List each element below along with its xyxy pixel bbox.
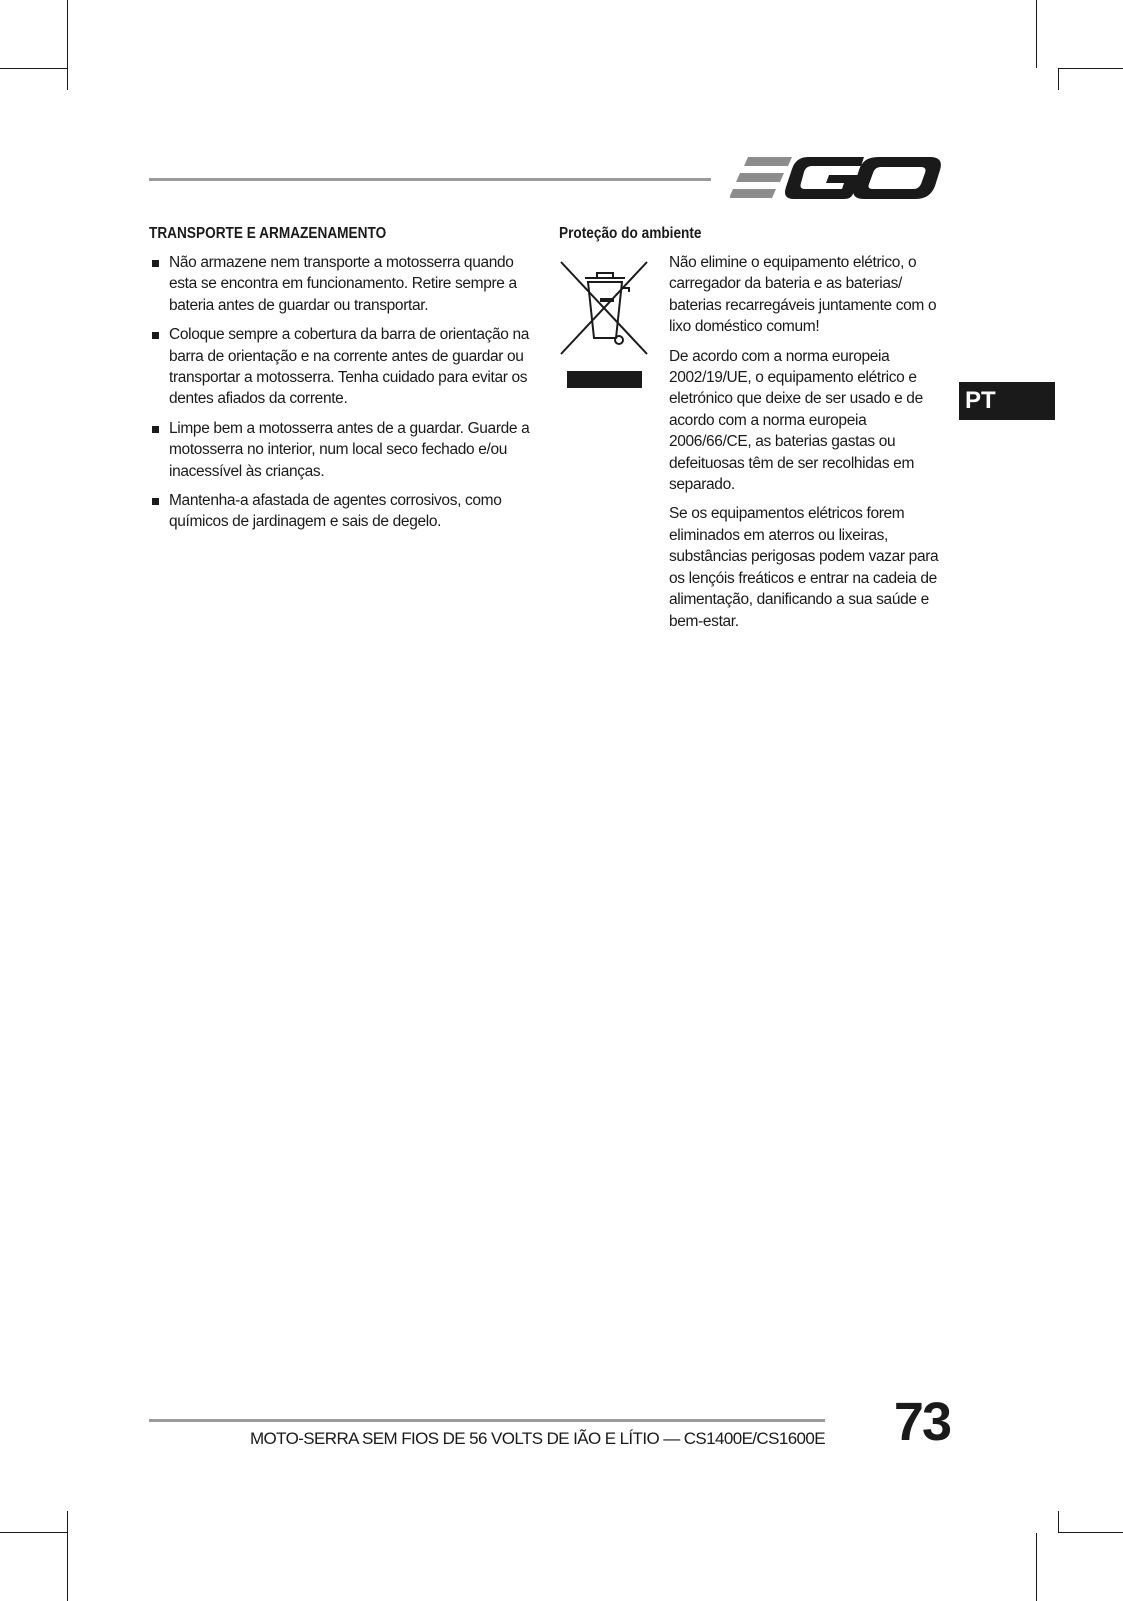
square-bullet-icon (152, 426, 159, 433)
language-tab: PT (959, 382, 1055, 420)
bullet-text: Não armazene nem transporte a motosserra quando esta se encontra em funcionamento. Retire sempre a bateria antes de guardar ou transportar. (169, 254, 517, 314)
transport-storage-section (149, 224, 539, 541)
bullet-text: Mantenha-a afastada de agentes corrosivos, como químicos de jardinagem e sais de degelo. (169, 492, 502, 531)
paragraph: Não elimine o equipamento elétrico, o carregador da bateria e as baterias/ baterias recarregáveis juntamente com o lixo doméstico comum! (669, 254, 937, 336)
header-rule (149, 178, 711, 181)
bullet-text: Coloque sempre a cobertura da barra de orientação na barra de orientação e na corrente antes de guardar ou transportar a motosserra. Tenha cuidado para evitar os dentes afiados da corrente. (169, 326, 530, 408)
square-bullet-icon (152, 260, 159, 267)
footer-rule (149, 1419, 825, 1422)
footer-title: MOTO-SERRA SEM FIOS DE 56 VOLTS DE IÃO E LÍTIO — CS1400E/CS1600E (249, 1429, 825, 1448)
page-number: 73 (893, 1392, 950, 1452)
crossed-out-wheelie-bin-icon (559, 254, 651, 389)
list-item (149, 252, 539, 316)
section-heading: Proteção do ambiente (559, 225, 702, 242)
square-bullet-icon (152, 498, 159, 505)
paragraph: De acordo com a norma europeia 2002/19/UE, o equipamento elétrico e eletrónico que deixe de ser usado e de acordo com a norma europeia 2006/66/CE, as baterias gastas ou defeituosas têm de ser recolhidas em separado. (669, 347, 923, 494)
environment-protection-section (559, 224, 949, 640)
section-heading: TRANSPORTE E ARMAZENAMENTO (149, 225, 387, 242)
bullet-text: Limpe bem a motosserra antes de a guardar. Guarde a motosserra no interior, num local seco fechado e/ou inacessível às crianças. (169, 419, 530, 480)
list-item (149, 324, 539, 410)
paragraph: Se os equipamentos elétricos forem eliminados em aterros ou lixeiras, substâncias perigosas podem vazar para os lençóis freáticos e entrar na cadeia de alimentação, danificando a sua saúde e bem-estar. (669, 505, 939, 630)
environment-text (669, 252, 949, 632)
list-item (149, 490, 539, 533)
list-item (149, 418, 539, 482)
bullet-list (149, 252, 539, 533)
ego-logo (730, 153, 945, 203)
square-bullet-icon (152, 332, 159, 339)
